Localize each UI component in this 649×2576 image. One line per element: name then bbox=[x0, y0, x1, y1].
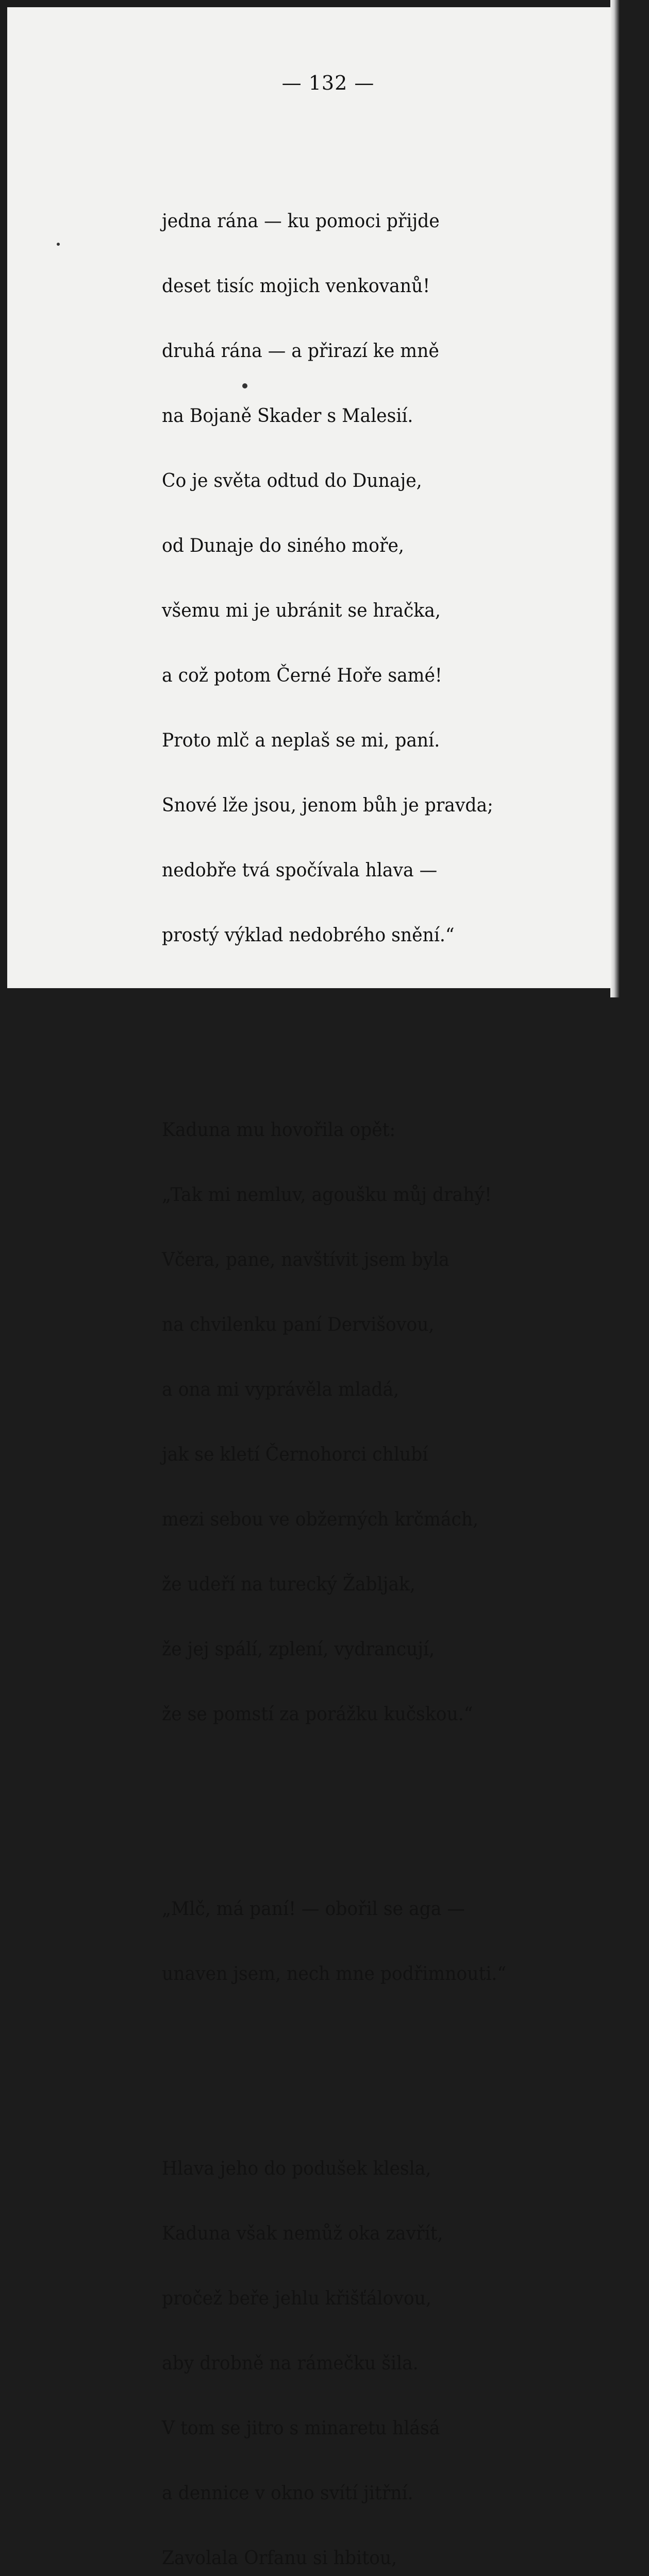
page-edge-shadow bbox=[610, 0, 620, 997]
ink-speck bbox=[57, 243, 60, 246]
verse-line: „Tak mi nemluv, agoušku můj drahý! bbox=[162, 1184, 492, 1206]
verse-line: mezi sebou ve obžerných krčmách, bbox=[162, 1509, 479, 1530]
verse-line: že se pomstí za porážku kučskou.“ bbox=[162, 1704, 473, 1725]
verse-line: že jej spálí, zplení, vydrancují, bbox=[162, 1639, 435, 1660]
verse-line: deset tisíc mojich venkovanů! bbox=[162, 276, 430, 297]
stanza-2 bbox=[162, 1076, 506, 1769]
verse-line: „Mlč, má paní! — obořil se aga — bbox=[162, 1899, 465, 1920]
verse-line: unaven jsem, nech mne podřimnouti.“ bbox=[162, 1963, 507, 1985]
verse-line: od Dunaje do siného moře, bbox=[162, 535, 404, 556]
verse-line: všemu mi je ubránit se hračka, bbox=[162, 600, 441, 621]
verse-line: Snové lže jsou, jenom bůh je pravda; bbox=[162, 795, 493, 816]
poem-text bbox=[162, 124, 506, 2576]
ink-speck bbox=[242, 383, 247, 388]
verse-line: Proto mlč a neplaš se mi, paní. bbox=[162, 730, 440, 751]
verse-line: pročež beře jehlu křišťálovou, bbox=[162, 2288, 431, 2309]
verse-line: a ona mi vyprávěla mladá, bbox=[162, 1379, 400, 1400]
verse-line: jak se kletí Černohorci chlubí bbox=[162, 1444, 428, 1465]
verse-line: prostý výklad nedobrého snění.“ bbox=[162, 925, 455, 946]
verse-line: Kaduna však nemůž oka zavřít, bbox=[162, 2223, 443, 2244]
verse-line: na chvilenku paní Dervišovou, bbox=[162, 1314, 435, 1335]
page-number: — 132 — bbox=[281, 72, 375, 94]
verse-line: a což potom Černé Hoře samé! bbox=[162, 665, 442, 686]
verse-line: Co je světa odtud do Dunaje, bbox=[162, 470, 422, 492]
verse-line: Hlava jeho do podušek klesla, bbox=[162, 2158, 431, 2179]
stanza-4 bbox=[162, 2115, 506, 2576]
verse-line: druhá rána — a přirazí ke mně bbox=[162, 341, 439, 362]
verse-line: Kaduna mu hovořila opět: bbox=[162, 1120, 396, 1141]
stanza-3 bbox=[162, 1855, 506, 2028]
verse-line: aby drobně na rámečku šila. bbox=[162, 2353, 419, 2374]
verse-line: na Bojaně Skader s Malesií. bbox=[162, 405, 413, 427]
verse-line: jedna rána — ku pomoci přijde bbox=[162, 211, 440, 232]
book-page bbox=[7, 7, 610, 2569]
verse-line: Zavolala Orfanu si hbitou, bbox=[162, 2548, 397, 2569]
verse-line: Včera, pane, navštívit jsem byla bbox=[162, 1249, 450, 1270]
verse-line: V tom se jitro s minaretu hlásá bbox=[162, 2418, 440, 2439]
verse-line: nedobře tvá spočívala hlava — bbox=[162, 860, 438, 881]
verse-line: a dennice v okno svítí jitřní. bbox=[162, 2483, 413, 2504]
verse-line: že udeří na turecký Žabljak, bbox=[162, 1574, 415, 1595]
stanza-1 bbox=[162, 167, 506, 990]
